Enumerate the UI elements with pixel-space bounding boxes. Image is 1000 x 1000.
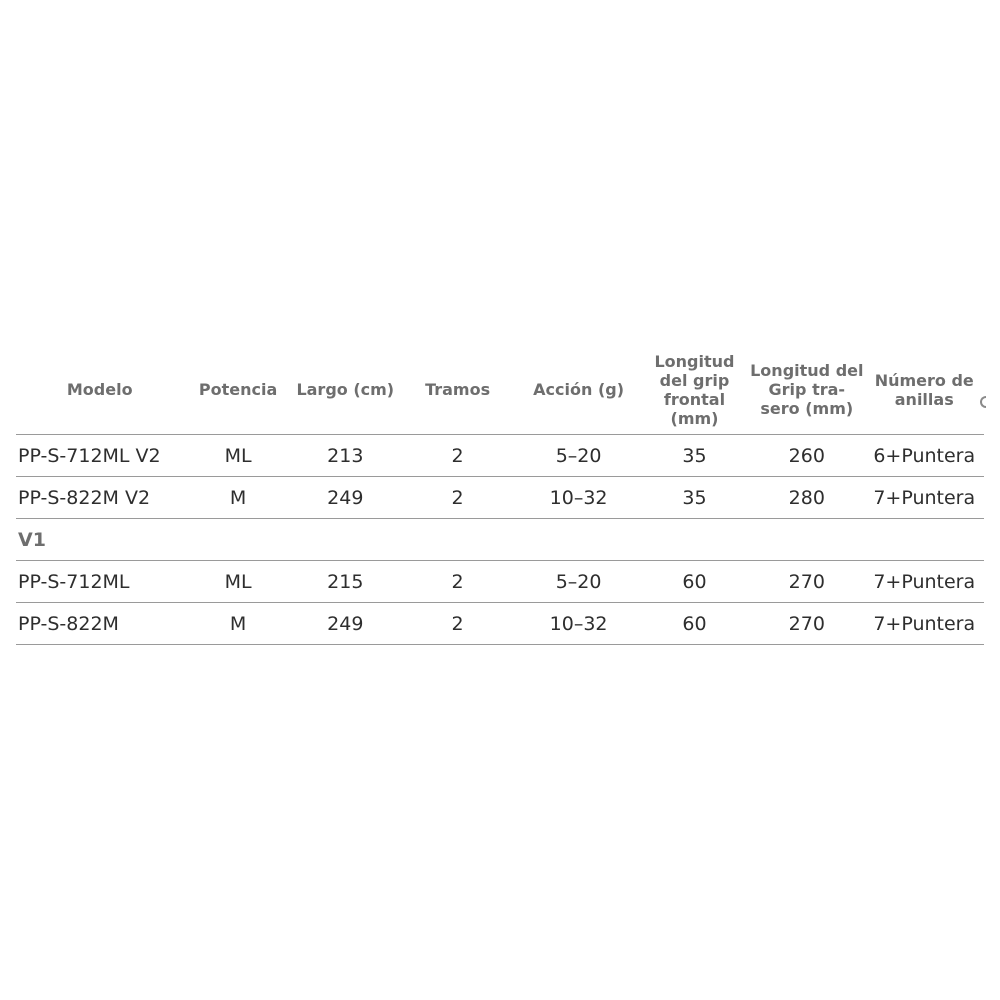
cell-accion: 10–32 — [517, 477, 640, 519]
header-largo: Largo (cm) — [293, 345, 398, 435]
cell-tramos: 2 — [398, 435, 517, 477]
table-header-row — [16, 345, 984, 435]
cell-largo: 249 — [293, 477, 398, 519]
cell-grip-frontal: 35 — [640, 435, 749, 477]
cell-grip-trasero: 270 — [749, 561, 864, 603]
cell-model: PP-S-822M — [16, 603, 183, 645]
cell-anillas: 7+Puntera — [864, 561, 984, 603]
cell-grip-frontal: 60 — [640, 603, 749, 645]
table-row — [16, 561, 984, 603]
cell-model: PP-S-712ML — [16, 561, 183, 603]
cell-grip-frontal: 60 — [640, 561, 749, 603]
cell-largo: 249 — [293, 603, 398, 645]
section-label-v1: V1 — [16, 519, 984, 561]
header-tramos: Tramos — [398, 345, 517, 435]
cell-tramos: 2 — [398, 477, 517, 519]
cell-tramos: 2 — [398, 603, 517, 645]
cell-accion: 5–20 — [517, 561, 640, 603]
cell-grip-trasero: 260 — [749, 435, 864, 477]
cell-grip-trasero: 270 — [749, 603, 864, 645]
cell-tramos: 2 — [398, 561, 517, 603]
cell-accion: 5–20 — [517, 435, 640, 477]
table-row — [16, 477, 984, 519]
cell-accion: 10–32 — [517, 603, 640, 645]
cell-anillas: 7+Puntera — [864, 603, 984, 645]
header-potencia: Potencia — [183, 345, 292, 435]
cell-model: PP-S-712ML V2 — [16, 435, 183, 477]
header-modelo: Modelo — [16, 345, 183, 435]
table-row — [16, 435, 984, 477]
header-accion: Acción (g) — [517, 345, 640, 435]
cell-model: PP-S-822M V2 — [16, 477, 183, 519]
cell-potencia: ML — [183, 561, 292, 603]
cell-grip-frontal: 35 — [640, 477, 749, 519]
cell-potencia: M — [183, 477, 292, 519]
header-anillas: Número de anillas — [864, 345, 984, 435]
cell-largo: 213 — [293, 435, 398, 477]
table-row — [16, 603, 984, 645]
cell-anillas: 6+Puntera — [864, 435, 984, 477]
spec-table — [16, 345, 984, 645]
section-row — [16, 519, 984, 561]
cell-largo: 215 — [293, 561, 398, 603]
cell-potencia: ML — [183, 435, 292, 477]
header-grip-frontal: Longitud del grip frontal (mm) — [640, 345, 749, 435]
cell-potencia: M — [183, 603, 292, 645]
cell-anillas: 7+Puntera — [864, 477, 984, 519]
cell-grip-trasero: 280 — [749, 477, 864, 519]
header-grip-trasero: Longitud del Grip tra-sero (mm) — [749, 345, 864, 435]
truncated-column-glyph — [980, 396, 986, 408]
